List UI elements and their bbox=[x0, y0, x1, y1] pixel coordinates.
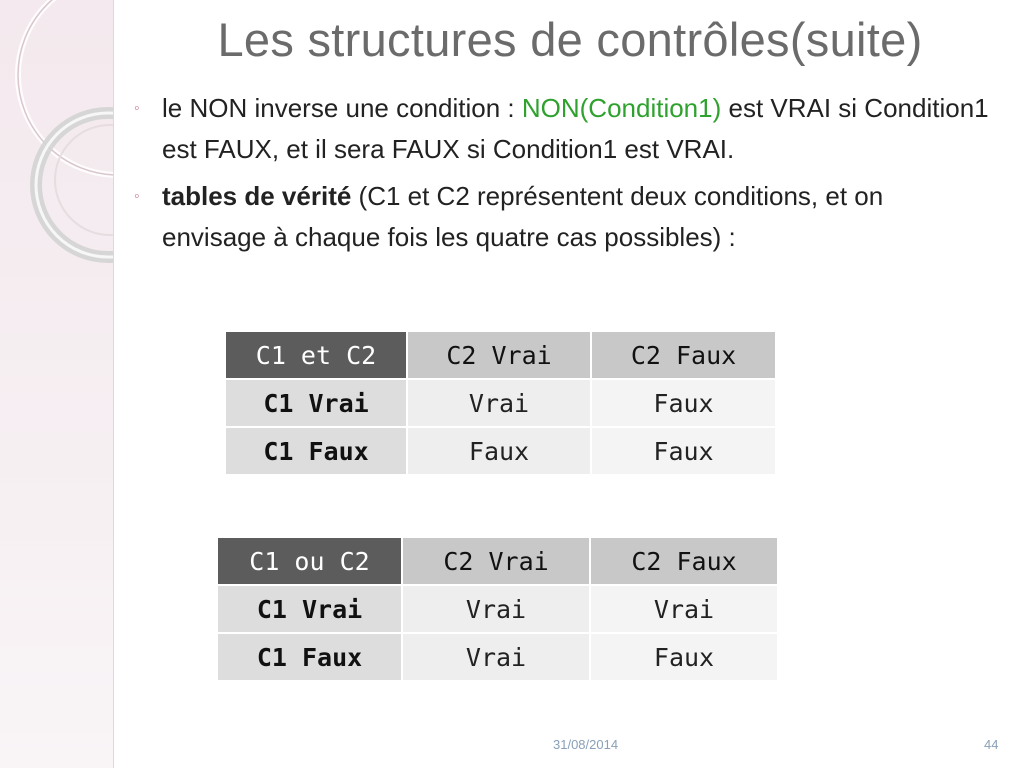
bullet-item-non bbox=[134, 88, 994, 170]
bullet-text-continued: est VRAI si Condition1 est FAUX, et il sera FAUX si Condition1 est VRAI. bbox=[162, 93, 989, 164]
slide-title: Les structures de contrôles(suite) bbox=[217, 13, 923, 66]
row-header: C1 Faux bbox=[225, 427, 407, 475]
table-cell: Vrai bbox=[402, 585, 590, 633]
column-header: C2 Vrai bbox=[407, 331, 591, 379]
column-header: C2 Faux bbox=[590, 537, 778, 585]
table-row bbox=[217, 633, 778, 681]
bullet-marker-icon: ◦ bbox=[134, 188, 140, 205]
bullet-text-continued: (C1 et C2 représentent deux conditions, et on envisage à chaque fois les quatre cas possibles) : bbox=[162, 181, 884, 252]
table-header-row bbox=[217, 537, 778, 585]
table-corner-cell: C1 et C2 bbox=[225, 331, 407, 379]
decorative-rings bbox=[0, 0, 113, 768]
page-number: 44 bbox=[984, 737, 999, 752]
bullet-list bbox=[134, 88, 994, 264]
footer-date: 31/08/2014 bbox=[553, 737, 619, 752]
bullet-text: le NON inverse une condition : bbox=[162, 93, 522, 123]
truth-table-or bbox=[216, 536, 779, 682]
column-header: C2 Vrai bbox=[402, 537, 590, 585]
highlighted-expression: NON(Condition1) bbox=[521, 93, 722, 123]
table-row bbox=[225, 427, 776, 475]
table-header-row bbox=[225, 331, 776, 379]
row-header: C1 Vrai bbox=[217, 585, 402, 633]
truth-table-and bbox=[224, 330, 777, 476]
bullet-marker-icon: ◦ bbox=[134, 100, 140, 117]
table-cell: Vrai bbox=[590, 585, 778, 633]
decorative-side-band bbox=[0, 0, 114, 768]
table-cell: Faux bbox=[590, 633, 778, 681]
table-cell: Faux bbox=[591, 379, 776, 427]
row-header: C1 Faux bbox=[217, 633, 402, 681]
row-header: C1 Vrai bbox=[225, 379, 407, 427]
bullet-item-truth-tables bbox=[134, 176, 994, 258]
table-corner-cell: C1 ou C2 bbox=[217, 537, 402, 585]
table-cell: Vrai bbox=[407, 379, 591, 427]
column-header: C2 Faux bbox=[591, 331, 776, 379]
table-row bbox=[217, 585, 778, 633]
bold-term: tables de vérité bbox=[162, 181, 352, 211]
table-cell: Vrai bbox=[402, 633, 590, 681]
table-cell: Faux bbox=[591, 427, 776, 475]
table-cell: Faux bbox=[407, 427, 591, 475]
table-row bbox=[225, 379, 776, 427]
